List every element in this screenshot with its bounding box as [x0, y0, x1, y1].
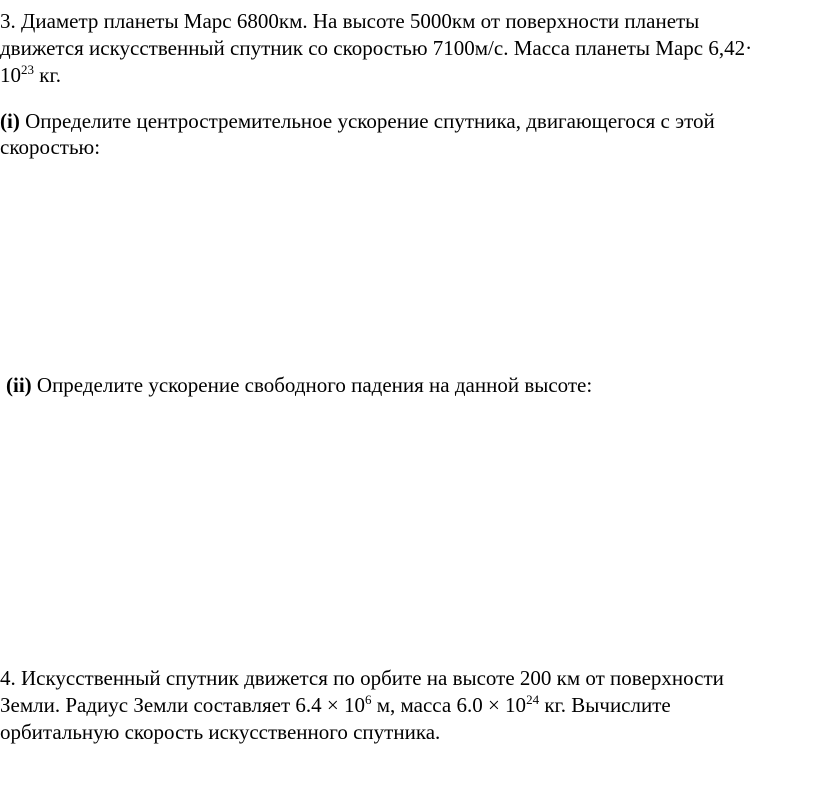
- radius-exponent: 6: [364, 692, 372, 707]
- problem-4-line-3: орбитальную скорость искусственного спутника.: [0, 720, 441, 744]
- part-i-question-cont: скоростью:: [0, 135, 101, 159]
- mass-unit: кг.: [34, 63, 61, 87]
- problem-4-line-1: 4. Искусственный спутник движется по орбите на высоте 200 км от поверхности: [0, 666, 724, 690]
- problem-4-line-2-c: кг. Вычислите: [539, 693, 671, 717]
- mass-exponent: 23: [21, 62, 34, 77]
- mass-base: 10: [0, 63, 21, 87]
- part-i-question: [0, 108, 715, 134]
- part-ii-label: (ii): [6, 373, 32, 397]
- earth-mass-exponent: 24: [526, 692, 540, 707]
- problem-4-line-2-b: м, масса 6.0 × 10: [371, 693, 527, 717]
- part-ii-question: [6, 372, 592, 398]
- problem-4-line-2: [0, 692, 671, 718]
- part-i-label: (i): [0, 109, 20, 133]
- problem-4-line-2-a: Земли. Радиус Земли составляет 6.4 × 10: [0, 693, 365, 717]
- part-ii-text: Определите ускорение свободного падения на данной высоте:: [31, 373, 593, 397]
- problem-3-line-2: движется искусственный спутник со скоростью 7100м/с. Масса планеты Марс 6,42·: [0, 36, 753, 60]
- problem-3-line-1: 3. Диаметр планеты Марс 6800км. На высоте 5000км от поверхности планеты: [0, 9, 700, 33]
- part-i-text: Определите центростремительное ускорение спутника, двигающегося с этой: [19, 109, 715, 133]
- problem-3-line-3: [0, 62, 61, 88]
